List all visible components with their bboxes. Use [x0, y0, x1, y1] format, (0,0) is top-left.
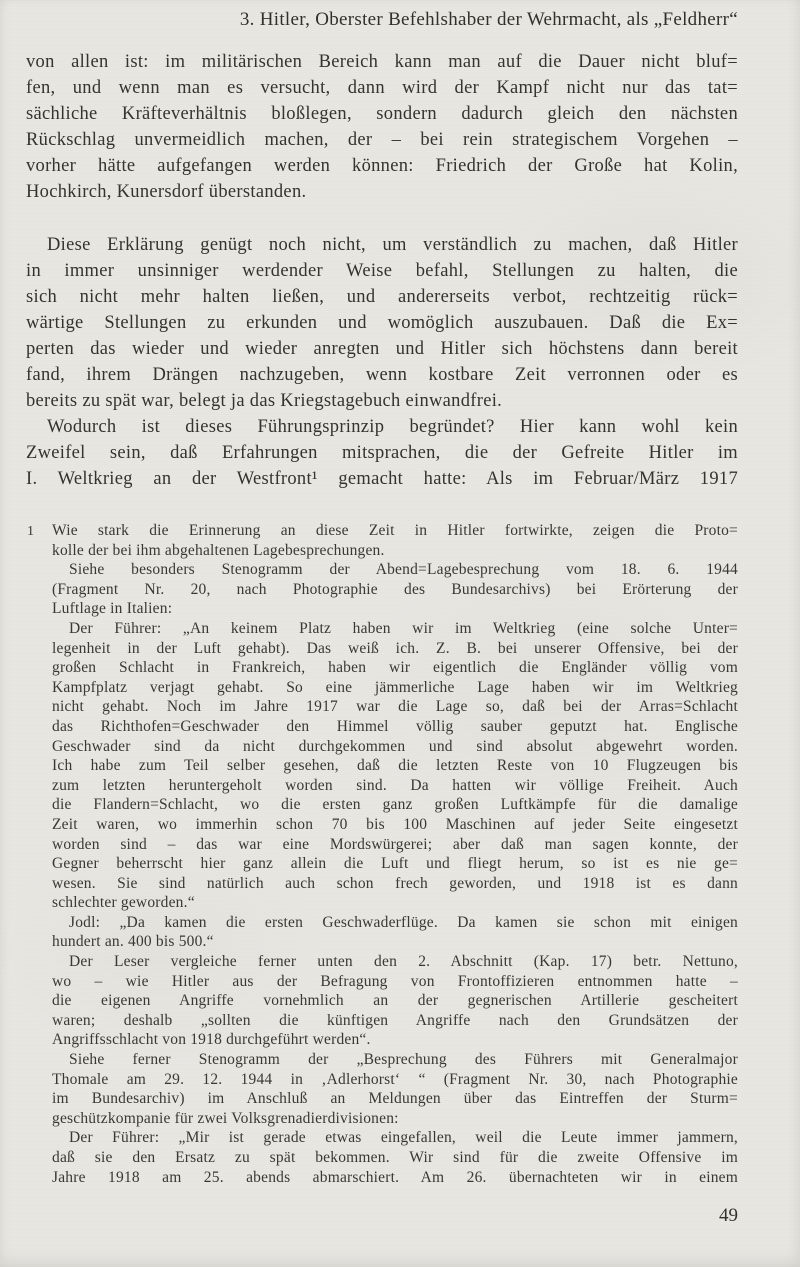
- footnote-paragraph: [52, 619, 738, 913]
- footnote-paragraph: [52, 952, 738, 1050]
- text-line: (Fragment Nr. 20, nach Photographie des Bundesarchivs) bei Erörterung der: [52, 580, 738, 598]
- main-text: [26, 49, 738, 492]
- footnote-paragraph: [52, 913, 738, 952]
- text-line: Siehe ferner Stenogramm der „Besprechung des Führers mit Generalmajor: [69, 1051, 738, 1069]
- text-line: Jahre 1918 am 25. abends abmarschiert. Am 26. übernachteten wir in einem: [52, 1168, 738, 1186]
- text-line: die Flandern=Schlacht, wo die ersten ganz großen Luftkämpfe für die damalige: [52, 796, 738, 814]
- text-line: Gegner beherrscht hier ganz allein die Luft und fliegt herum, so ist es nie ge=: [52, 855, 738, 873]
- text-line: vorher hätte aufgefangen werden können: Friedrich der Große hat Kolin,: [26, 156, 738, 176]
- body-paragraph: [26, 232, 738, 414]
- text-line: Luftlage in Italien:: [52, 600, 173, 618]
- text-line: Jodl: „Da kamen die ersten Geschwaderflüge. Da kamen sie schon mit einigen: [69, 913, 738, 931]
- text-line: wesen. Sie sind natürlich auch schon frech geworden, und 1918 ist es dann: [52, 874, 738, 892]
- text-line: Ich habe zum Teil selber gesehen, daß die letzten Reste von 10 Flugzeugen bis: [52, 757, 738, 775]
- page-number: 49: [719, 1205, 738, 1226]
- text-line: wo – wie Hitler aus der Befragung von Frontoffizieren entnommen hatte –: [52, 972, 738, 990]
- running-head: 3. Hitler, Oberster Befehlshaber der Wehrmacht, als „Feldherr“: [239, 9, 738, 30]
- text-line: Zweifel sein, daß Erfahrungen mitsprachen, die der Gefreite Hitler im: [26, 443, 738, 463]
- text-line: hundert an. 400 bis 500.“: [52, 933, 214, 951]
- text-line: Angriffsschlacht von 1918 durchgeführt werden“.: [52, 1031, 371, 1049]
- text-line: bereits zu spät war, belegt ja das Kriegstagebuch einwandfrei.: [26, 391, 503, 411]
- footnote-paragraph: [52, 1050, 738, 1128]
- text-line: Der Führer: „An keinem Platz haben wir im Weltkrieg (eine solche Unter=: [69, 619, 738, 637]
- text-line: nicht gehabt. Noch im Jahre 1917 war die Lage so, daß bei der Arras=Schlacht: [52, 698, 738, 716]
- footnote-section: [27, 521, 738, 1187]
- text-line: Geschwader sind da nicht durchgekommen und sind absolut abgewehrt worden.: [52, 737, 738, 755]
- footnote-number: 1: [27, 524, 35, 539]
- text-line: in immer unsinniger werdender Weise befahl, Stellungen zu halten, die: [26, 261, 738, 281]
- text-line: Hochkirch, Kunersdorf überstanden.: [26, 182, 307, 202]
- footnote-paragraph: [27, 521, 738, 560]
- text-line: zum letzten heruntergeholt worden sind. Da hatten wir völlige Freiheit. Auch: [52, 776, 738, 794]
- text-line: von allen ist: im militärischen Bereich kann man auf die Dauer nicht bluf=: [26, 52, 738, 72]
- text-line: kolle der bei ihm abgehaltenen Lagebesprechungen.: [52, 541, 385, 559]
- text-line: sich nicht mehr halten ließen, und andererseits verbot, rechtzeitig rück=: [26, 287, 738, 307]
- text-line: das Richthofen=Geschwader den Himmel völlig sauber geputzt hat. Englische: [52, 717, 738, 735]
- text-line: Wodurch ist dieses Führungsprinzip begründet? Hier kann wohl kein: [47, 417, 738, 437]
- text-line: Der Führer: „Mir ist gerade etwas eingefallen, weil die Leute immer jammern,: [69, 1129, 738, 1147]
- text-line: Thomale am 29. 12. 1944 in ‚Adlerhorst‘ “ (Fragment Nr. 30, nach Photographie: [52, 1070, 738, 1088]
- text-line: Siehe besonders Stenogramm der Abend=Lagebesprechung vom 18. 6. 1944: [69, 561, 738, 579]
- text-line: fen, und wenn man es versucht, dann wird der Kampf nicht nur das tat=: [26, 78, 738, 98]
- body-paragraph: [26, 414, 738, 492]
- text-line: schlechter geworden.“: [52, 894, 195, 912]
- text-line: waren; deshalb „sollten die künftigen Angriffe nach den Grundsätzen der: [52, 1011, 738, 1029]
- text-line: großen Schlacht in Frankreich, haben wir eigentlich die Engländer völlig vom: [52, 659, 738, 677]
- text-line: Zeit waren, wo immerhin schon 70 bis 100 Maschinen auf jeder Seite eingesetzt: [52, 815, 738, 833]
- text-line: wärtige Stellungen zu erkunden und womöglich auszubauen. Daß die Ex=: [26, 313, 738, 333]
- text-line: perten das wieder und wieder anregten und Hitler sich höchstens dann bereit: [26, 339, 738, 359]
- text-line: I. Weltkrieg an der Westfront¹ gemacht hatte: Als im Februar/März 1917: [26, 469, 738, 489]
- text-line: im Bundesarchiv) im Anschluß an Meldungen über das Eintreffen der Sturm=: [52, 1090, 738, 1108]
- text-line: fand, ihrem Drängen nachzugeben, wenn kostbare Zeit verronnen oder es: [26, 365, 738, 385]
- text-line: legenheit in der Luft gehabt). Das weiß ich. Z. B. bei unserer Offensive, bei der: [52, 639, 738, 657]
- text-line: Der Leser vergleiche ferner unten den 2. Abschnitt (Kap. 17) betr. Nettuno,: [69, 953, 738, 971]
- text-line: geschützkompanie für zwei Volksgrenadierdivisionen:: [52, 1109, 399, 1127]
- text-line: Wie stark die Erinnerung an diese Zeit in Hitler fortwirkte, zeigen die Proto=: [52, 522, 738, 539]
- text-line: daß sie den Ersatz zu spät bekommen. Wir sind für die zweite Offensive im: [52, 1149, 738, 1166]
- text-line: die eigenen Angriffe vornehmlich an der gegnerischen Artillerie gescheitert: [52, 992, 738, 1010]
- text-line: sächliche Kräfteverhältnis bloßlegen, sondern dadurch gleich den nächsten: [26, 104, 738, 124]
- text-line: Kampfplatz verjagt gehabt. So eine jämmerliche Lage haben wir im Weltkrieg: [52, 678, 738, 696]
- text-line: Diese Erklärung genügt noch nicht, um verständlich zu machen, daß Hitler: [47, 235, 738, 255]
- text-line: Rückschlag unvermeidlich machen, der – bei rein strategischem Vorgehen –: [26, 130, 738, 150]
- footnote-paragraph: [52, 1128, 738, 1187]
- text-line: worden sind – das war eine Mordswürgerei; aber daß man sagen konnte, der: [52, 835, 738, 853]
- footnote-paragraph: [52, 560, 738, 619]
- body-paragraph: [26, 49, 738, 205]
